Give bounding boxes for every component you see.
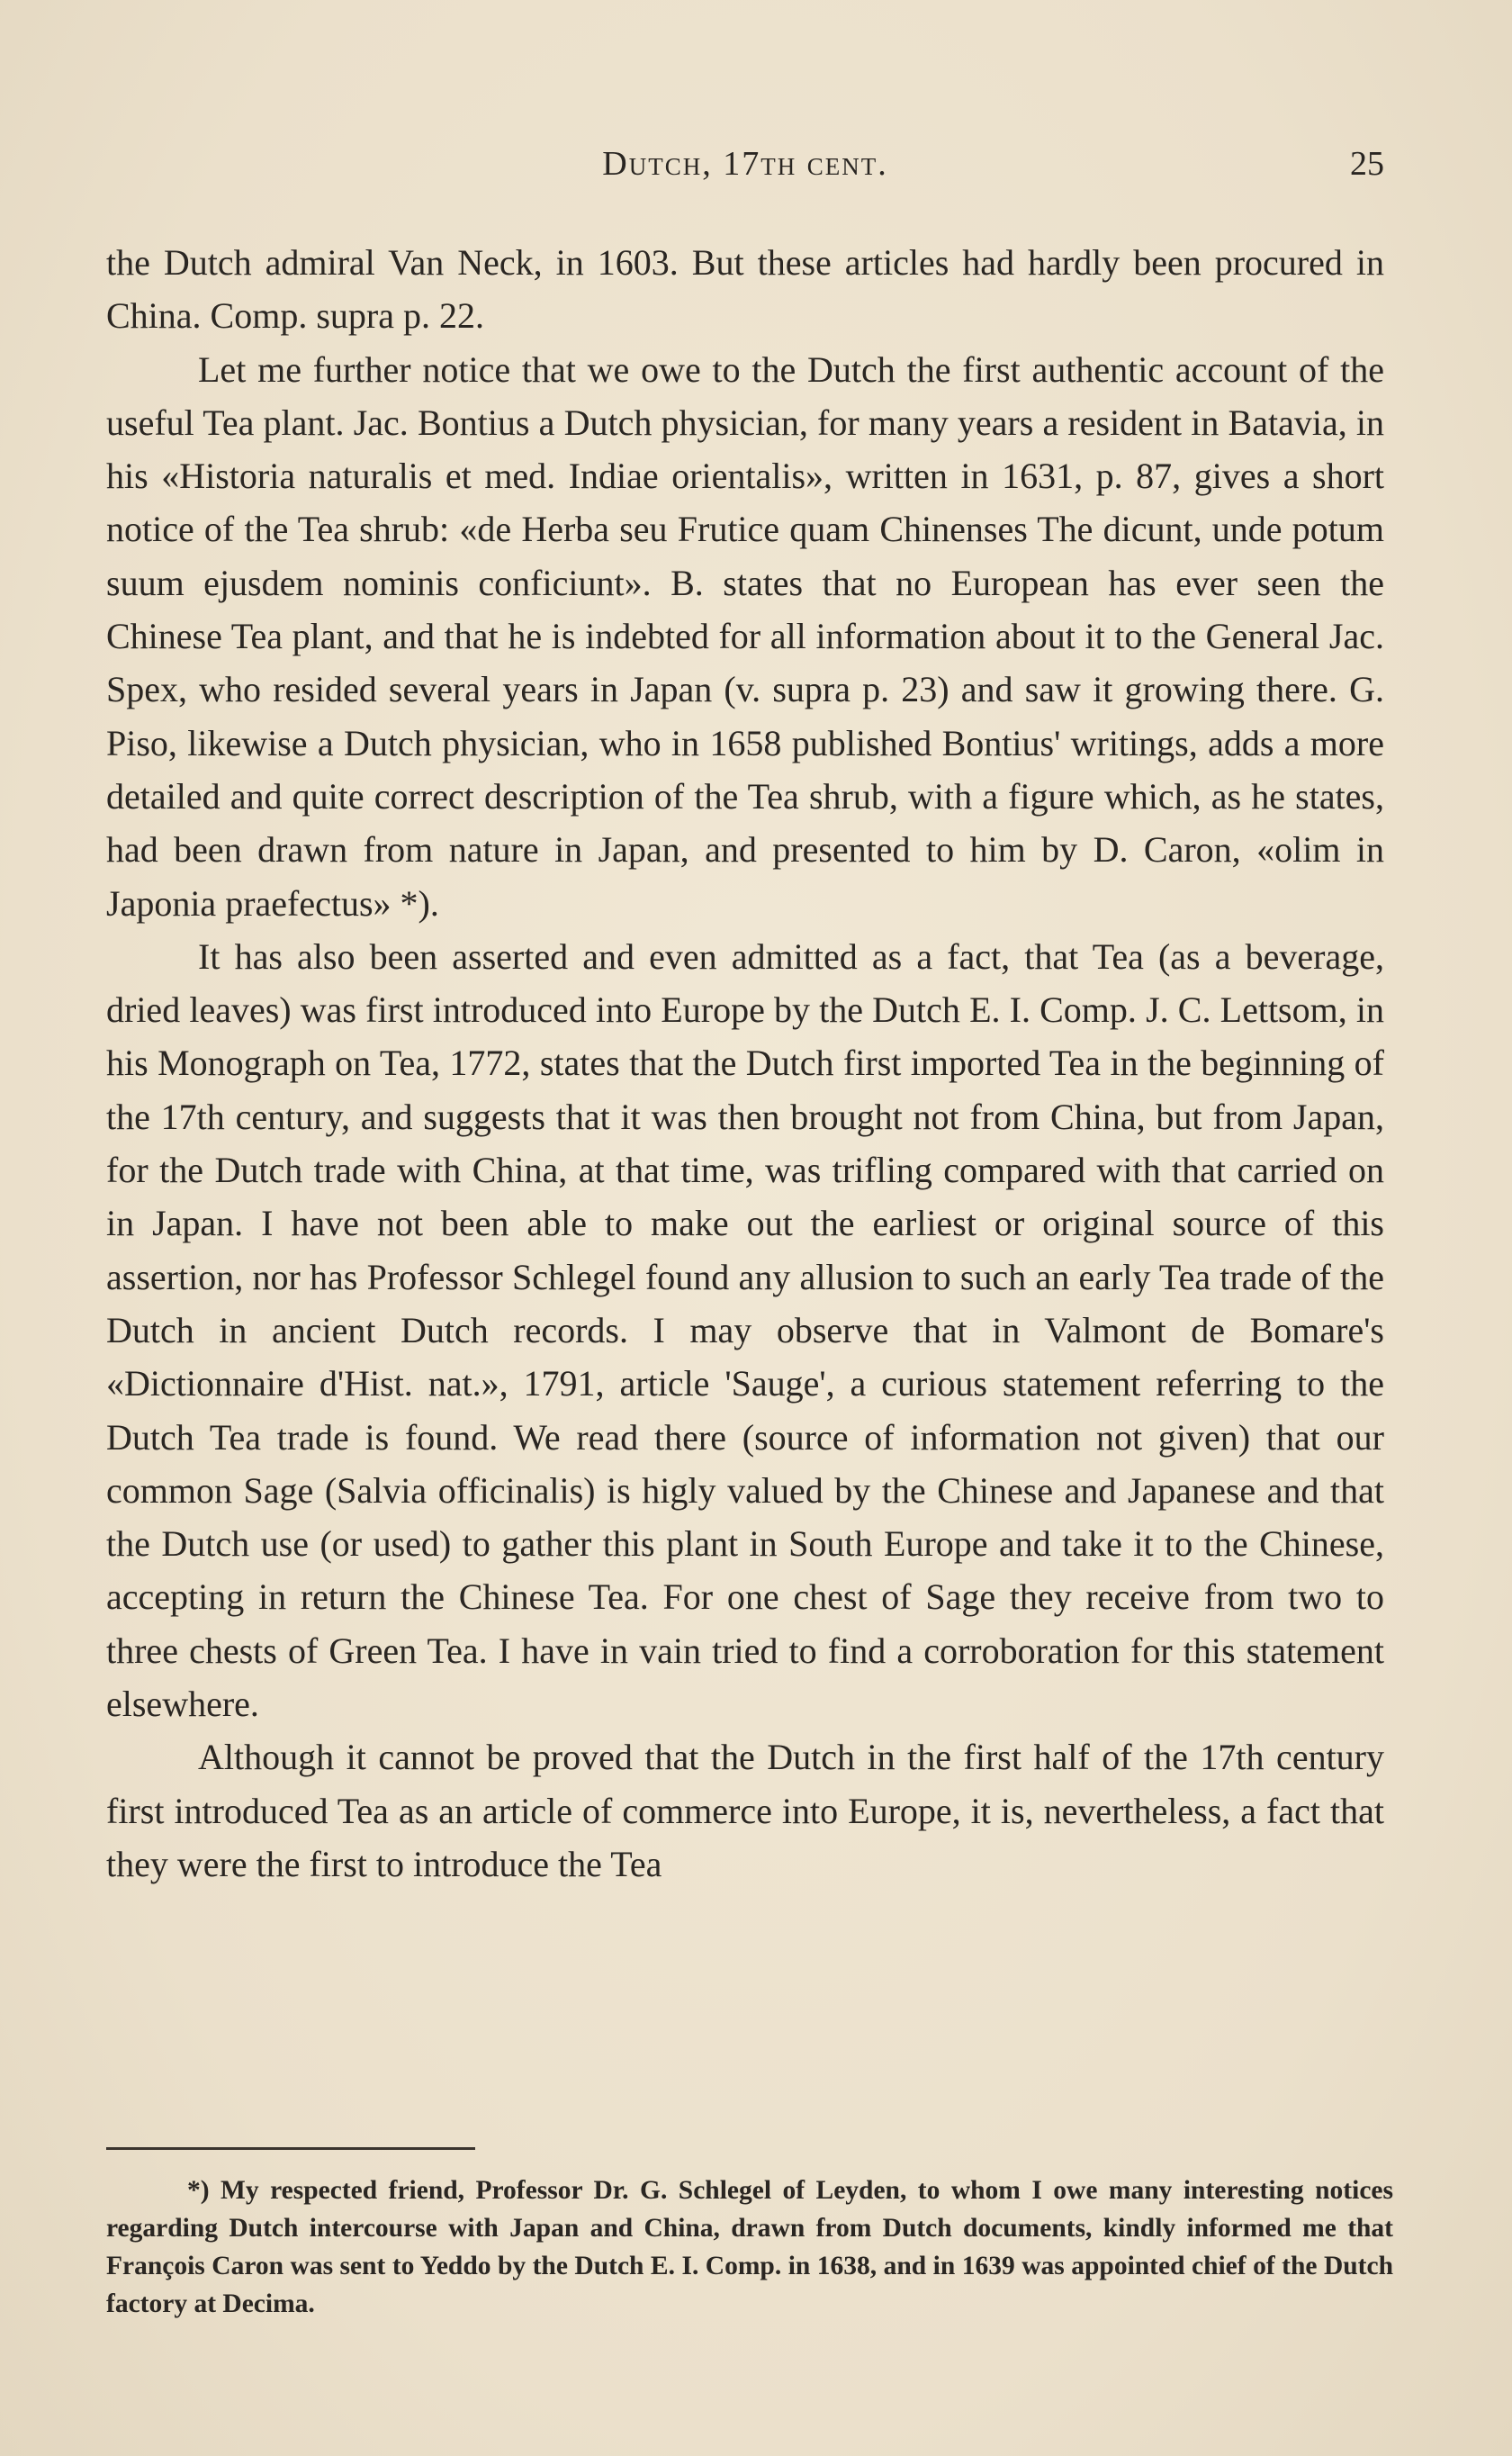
paragraph-continuation: the Dutch admiral Van Neck, in 1603. But these articles had hardly been procured in China. Comp. supra p. 22. — [106, 242, 1384, 337]
running-head: Dutch, 17th cent. — [602, 145, 888, 183]
body-text — [106, 236, 1384, 1891]
page-header — [106, 144, 1384, 198]
footnote: *) My respected friend, Professor Dr. G. Schlegel of Leyden, to whom I owe many interesting notices regarding Dutch intercourse with Japan and China, drawn from Dutch documents, kindly informed me that François Caron was sent to Yeddo by the Dutch E. I. Comp. in 1638, and in 1639 was appointed chief of the Dutch factory at Decima. — [106, 2176, 1393, 2318]
paragraph-bontius-tea-plant: Let me further notice that we owe to the Dutch the first authentic account of the useful Tea plant. Jac. Bontius a Dutch physician, for many years a resident in Batavia, in his «Historia naturalis et med. Indiae orientalis», written in 1631, p. 87, gives a short notice of the Tea shrub: «de Herba seu Frutice quam Chinenses The dicunt, unde potum suum ejusdem nominis conficiunt». B. states that no European has ever seen the Chinese Tea plant, and that he is indebted for all information about it to the General Jac. Spex, who resided several years in Japan (v. supra p. 23) and saw it growing there. G. Piso, likewise a Dutch physician, who in 1658 published Bontius' writings, adds a more detailed and quite correct description of the Tea shrub, with a figure which, as he states, had been drawn from nature in Japan, and presented to him by D. Caron, «olim in Japonia praefectus» *). — [106, 348, 1384, 924]
footnote-divider — [106, 2147, 475, 2150]
paragraph-lettsom-tea-import: It has also been asserted and even admitted as a fact, that Tea (as a beverage, dried leaves) was first introduced into Europe by the Dutch E. I. Comp. J. C. Lettsom, in his Monograph on Tea, 1772, states that the Dutch first imported Tea in the beginning of the 17th century, and suggests that it was then brought not from China, but from Japan, for the Dutch trade with China, at that time, was trifling compared with that carried on in Japan. I have not been able to make out the earliest or original source of this assertion, nor has Professor Schlegel found any allusion to such an early Tea trade of the Dutch in ancient Dutch records. I may observe that in Valmont de Bomare's «Dictionnaire d'Hist. nat.», 1791, article 'Sauge', a curious statement referring to the Dutch Tea trade is found. We read there (source of information not given) that our common Sage (Salvia officinalis) is higly valued by the Chinese and Japanese and that the Dutch use (or used) to gather this plant in South Europe and take it to the Chinese, accepting in return the Chinese Tea. For one chest of Sage they receive from two to three chests of Green Tea. I have in vain tried to find a corroboration for this statement elsewhere. — [106, 935, 1384, 1725]
paragraph-dutch-tea-commerce: Although it cannot be proved that the Dutch in the first half of the 17th century first introduced Tea as an article of commerce into Europe, it is, nevertheless, a fact that they were the first to introduce the Tea — [106, 1737, 1384, 1884]
page-number: 25 — [1350, 145, 1384, 183]
